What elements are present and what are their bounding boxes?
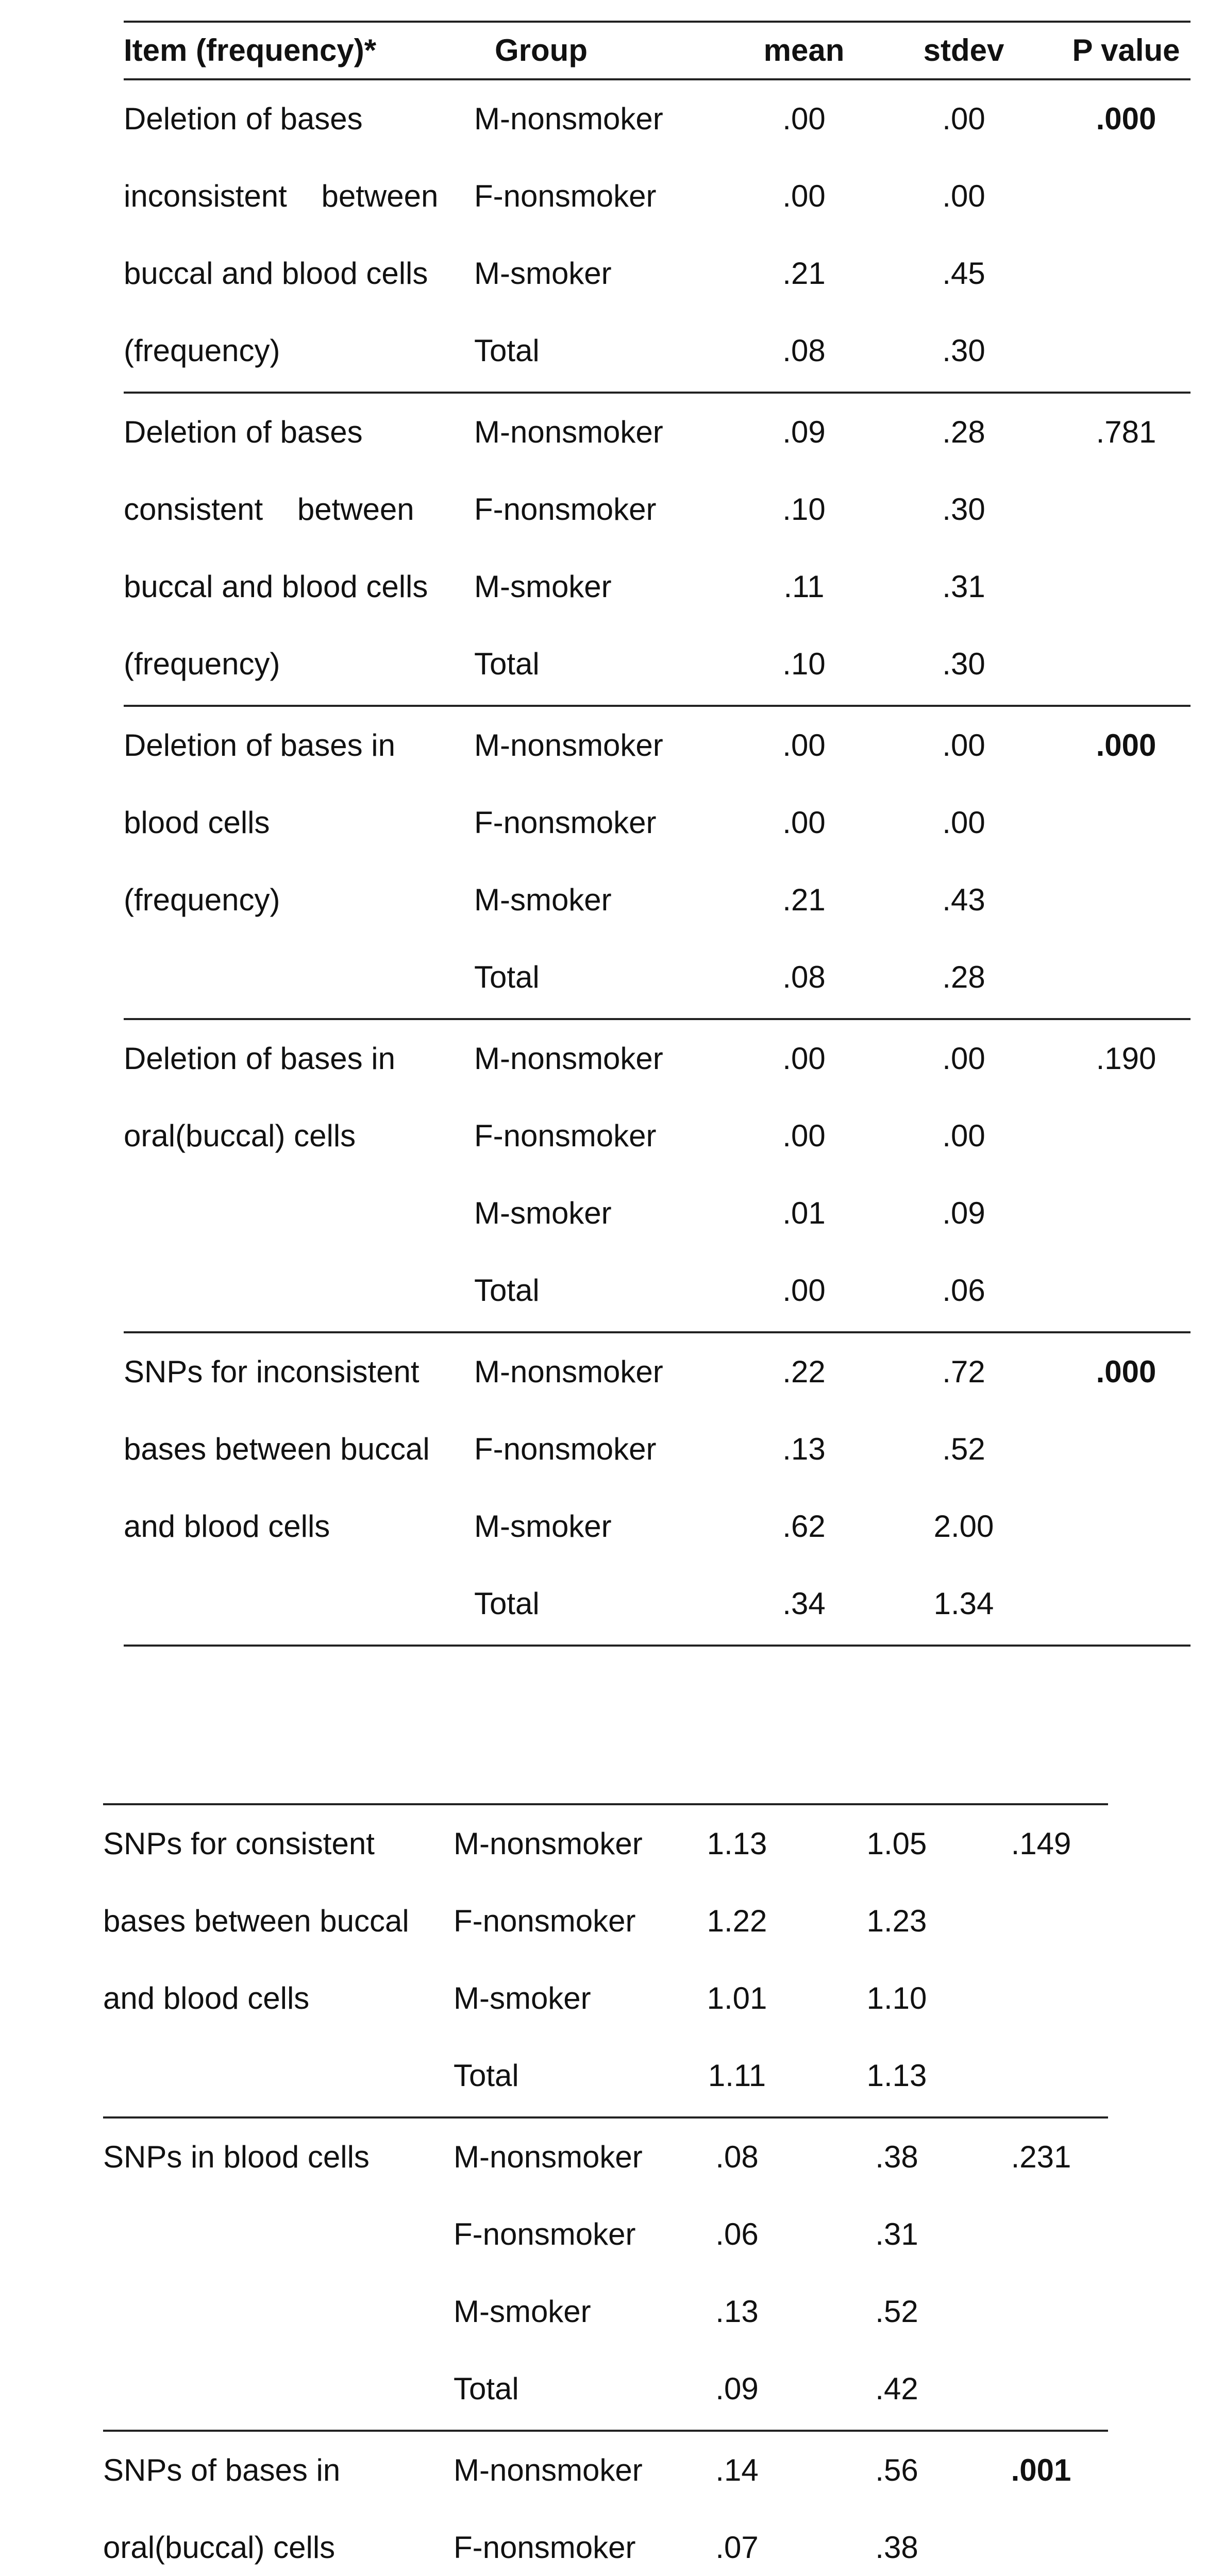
- table-rule: [124, 1645, 1191, 1647]
- p-value-cell: .000: [1096, 101, 1156, 136]
- group-cell: Total: [454, 2058, 519, 2093]
- table-row: [103, 2119, 1108, 2196]
- group-cell: F-nonsmoker: [474, 179, 657, 213]
- stdev-cell: 1.05: [866, 1826, 927, 1861]
- group-cell: M-nonsmoker: [474, 1354, 663, 1389]
- column-header: mean: [763, 33, 845, 67]
- stdev-cell: .38: [875, 2140, 918, 2174]
- p-value-cell: .000: [1096, 1354, 1156, 1389]
- item-label: (frequency): [124, 883, 280, 917]
- mean-cell: .14: [715, 2453, 759, 2487]
- group-cell: F-nonsmoker: [474, 1432, 657, 1466]
- item-label: Deletion of bases: [124, 101, 363, 136]
- stdev-cell: .52: [942, 1432, 985, 1466]
- stdev-cell: .00: [942, 1118, 985, 1153]
- table-row: [124, 158, 1191, 235]
- table-row: [103, 2273, 1108, 2350]
- table-row: [124, 235, 1191, 312]
- item-label: and blood cells: [124, 1509, 330, 1544]
- item-label: buccal and blood cells: [124, 256, 428, 291]
- mean-cell: .62: [782, 1509, 826, 1544]
- item-label: Deletion of bases in: [124, 1041, 395, 1076]
- group-cell: F-nonsmoker: [474, 805, 657, 840]
- table-row: [124, 1333, 1191, 1411]
- stdev-cell: 1.10: [866, 1981, 927, 2015]
- group-cell: M-smoker: [454, 1981, 591, 2015]
- mean-cell: .10: [782, 647, 826, 681]
- p-value-cell: .231: [1011, 2140, 1071, 2174]
- group-cell: Total: [474, 1273, 540, 1308]
- stdev-cell: .00: [942, 179, 985, 213]
- table-row: [103, 2350, 1108, 2428]
- group-cell: F-nonsmoker: [474, 1118, 657, 1153]
- stdev-cell: 1.23: [866, 1904, 927, 1938]
- stdev-cell: .56: [875, 2453, 918, 2487]
- group-cell: M-smoker: [474, 569, 612, 604]
- stdev-cell: 1.34: [933, 1586, 994, 1621]
- item-label: SNPs for consistent: [103, 1826, 375, 1861]
- table-row: [124, 784, 1191, 861]
- mean-cell: .00: [782, 101, 826, 136]
- item-label: oral(buccal) cells: [103, 2530, 336, 2565]
- stdev-cell: .30: [942, 333, 985, 368]
- group-cell: M-nonsmoker: [474, 728, 663, 762]
- table-row: [124, 1488, 1191, 1565]
- mean-cell: .00: [782, 728, 826, 762]
- table-row: [103, 2037, 1108, 2114]
- stdev-cell: .52: [875, 2294, 918, 2329]
- mean-cell: .10: [782, 492, 826, 527]
- stdev-cell: .06: [942, 1273, 985, 1308]
- stdev-cell: .28: [942, 415, 985, 449]
- item-label: SNPs in blood cells: [103, 2140, 370, 2174]
- stdev-cell: .30: [942, 492, 985, 527]
- stdev-cell: .00: [942, 805, 985, 840]
- mean-cell: .09: [715, 2371, 759, 2406]
- p-value-cell: .781: [1096, 415, 1156, 449]
- mean-cell: .13: [715, 2294, 759, 2329]
- group-cell: M-nonsmoker: [454, 1826, 643, 1861]
- group-cell: M-nonsmoker: [474, 415, 663, 449]
- column-header: P value: [1072, 33, 1180, 67]
- item-label: blood cells: [124, 805, 270, 840]
- table-row: [124, 312, 1191, 389]
- mean-cell: .06: [715, 2217, 759, 2251]
- stdev-cell: .00: [942, 728, 985, 762]
- table-row: [124, 1097, 1191, 1175]
- group-cell: F-nonsmoker: [474, 492, 657, 527]
- mean-cell: .00: [782, 179, 826, 213]
- group-cell: Total: [474, 333, 540, 368]
- table-row: [103, 1960, 1108, 2037]
- mean-cell: .00: [782, 1273, 826, 1308]
- item-label: oral(buccal) cells: [124, 1118, 356, 1153]
- table-row: [124, 939, 1191, 1016]
- mean-cell: .21: [782, 883, 826, 917]
- column-header: Item (frequency)*: [124, 33, 377, 67]
- mean-cell: 1.11: [708, 2058, 766, 2093]
- mean-cell: .09: [782, 415, 826, 449]
- table-row: [103, 1805, 1108, 1883]
- stdev-cell: 1.13: [866, 2058, 927, 2093]
- mean-cell: .00: [782, 1041, 826, 1076]
- table-row: [124, 80, 1191, 158]
- table-row: [124, 471, 1191, 548]
- table-row: [124, 1411, 1191, 1488]
- column-header: Group: [495, 33, 588, 67]
- table-row: [103, 2509, 1108, 2576]
- item-label: SNPs of bases in: [103, 2453, 341, 2487]
- item-label: consistent between: [124, 492, 414, 527]
- item-label: Deletion of bases: [124, 415, 363, 449]
- group-cell: F-nonsmoker: [454, 2217, 636, 2251]
- table-row: [103, 1883, 1108, 1960]
- group-cell: M-smoker: [474, 1509, 612, 1544]
- mean-cell: 1.13: [707, 1826, 767, 1861]
- stdev-cell: .31: [875, 2217, 918, 2251]
- stdev-cell: .09: [942, 1196, 985, 1230]
- table-row: [124, 394, 1191, 471]
- stdev-cell: .43: [942, 883, 985, 917]
- mean-cell: .08: [782, 333, 826, 368]
- stdev-cell: .31: [942, 569, 985, 604]
- mean-cell: .22: [782, 1354, 826, 1389]
- group-cell: M-smoker: [474, 256, 612, 291]
- item-label: (frequency): [124, 647, 280, 681]
- group-cell: F-nonsmoker: [454, 1904, 636, 1938]
- p-value-cell: .000: [1096, 728, 1156, 762]
- group-cell: M-smoker: [474, 883, 612, 917]
- table-row: [103, 2196, 1108, 2273]
- stdev-cell: .72: [942, 1354, 985, 1389]
- mean-cell: .11: [783, 569, 825, 604]
- item-label: bases between buccal: [124, 1432, 430, 1466]
- table-row: [124, 548, 1191, 625]
- group-cell: M-nonsmoker: [474, 101, 663, 136]
- group-cell: Total: [474, 960, 540, 994]
- table-row: [124, 861, 1191, 939]
- column-header: stdev: [923, 33, 1004, 67]
- p-value-cell: .001: [1011, 2453, 1071, 2487]
- table-row: [124, 1175, 1191, 1252]
- group-cell: M-smoker: [454, 2294, 591, 2329]
- stdev-cell: .28: [942, 960, 985, 994]
- mean-cell: .01: [782, 1196, 826, 1230]
- group-cell: M-nonsmoker: [454, 2140, 643, 2174]
- stdev-cell: 2.00: [933, 1509, 994, 1544]
- group-cell: F-nonsmoker: [454, 2530, 636, 2565]
- mean-cell: .34: [782, 1586, 826, 1621]
- item-label: Deletion of bases in: [124, 728, 395, 762]
- group-cell: M-nonsmoker: [454, 2453, 643, 2487]
- stdev-cell: .42: [875, 2371, 918, 2406]
- item-label: SNPs for inconsistent: [124, 1354, 420, 1389]
- item-label: inconsistent between: [124, 179, 439, 213]
- table-row: [103, 2432, 1108, 2509]
- item-label: and blood cells: [103, 1981, 310, 2015]
- mean-cell: .07: [715, 2530, 759, 2565]
- group-cell: M-nonsmoker: [474, 1041, 663, 1076]
- stdev-cell: .38: [875, 2530, 918, 2565]
- mean-cell: .08: [782, 960, 826, 994]
- table-header-row: [124, 23, 1191, 78]
- p-value-cell: .149: [1011, 1826, 1071, 1861]
- group-cell: M-smoker: [474, 1196, 612, 1230]
- p-value-cell: .190: [1096, 1041, 1156, 1076]
- table-row: [124, 1252, 1191, 1329]
- group-cell: Total: [454, 2371, 519, 2406]
- stdev-cell: .30: [942, 647, 985, 681]
- item-label: buccal and blood cells: [124, 569, 428, 604]
- item-label: bases between buccal: [103, 1904, 409, 1938]
- mean-cell: .00: [782, 1118, 826, 1153]
- mean-cell: 1.22: [707, 1904, 767, 1938]
- group-cell: Total: [474, 647, 540, 681]
- group-cell: Total: [474, 1586, 540, 1621]
- table-row: [124, 1020, 1191, 1097]
- table-row: [124, 1565, 1191, 1642]
- mean-cell: .21: [782, 256, 826, 291]
- table-row: [124, 625, 1191, 703]
- mean-cell: .00: [782, 805, 826, 840]
- mean-cell: .08: [715, 2140, 759, 2174]
- stdev-cell: .00: [942, 1041, 985, 1076]
- item-label: (frequency): [124, 333, 280, 368]
- mean-cell: 1.01: [707, 1981, 767, 2015]
- mean-cell: .13: [782, 1432, 826, 1466]
- stdev-cell: .00: [942, 101, 985, 136]
- table-row: [124, 707, 1191, 784]
- stdev-cell: .45: [942, 256, 985, 291]
